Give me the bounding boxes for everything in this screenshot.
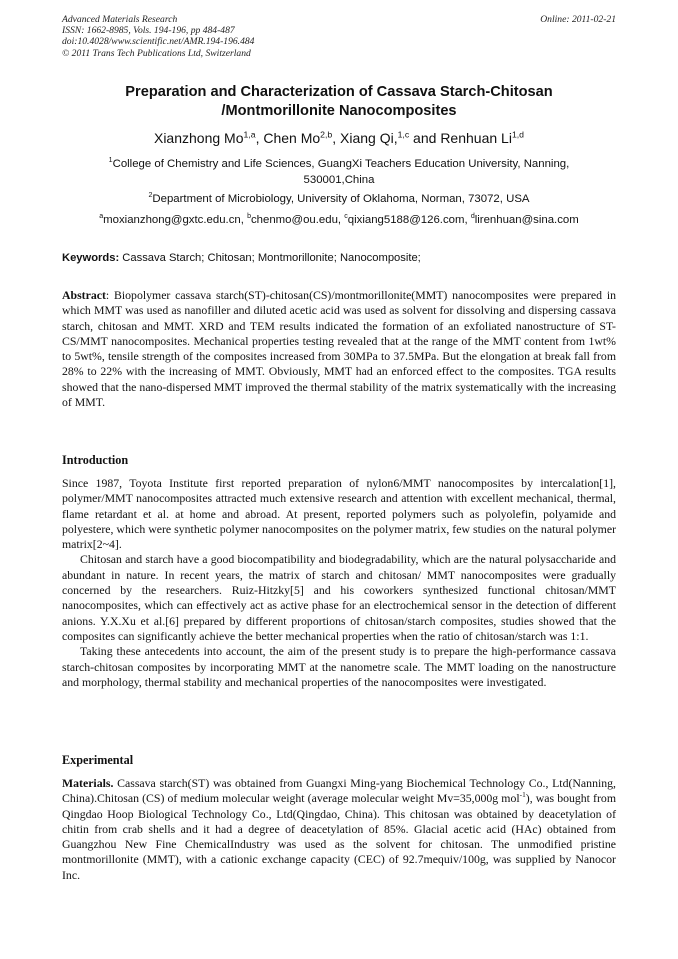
online-date: Online: 2011-02-21 [540,14,616,25]
issn-line: ISSN: 1662-8985, Vols. 194-196, pp 484-487 [62,25,235,37]
email-link: qixiang5188@126.com, [347,214,471,226]
abstract-text: : Biopolymer cassava starch(ST)-chitosan(CS)/montmorillonite(MMT) nanocomposites were prepared in which MMT was used as nanofiller and diluted acetic acid was used as solvent for dissolving and dispersing cassava starch, chitosan and MMT. XRD and TEM results indicated the formation of an exfoliated nanostructure of ST-CS/MMT nanocomposites. Mechanical properties testing revealed that at the range of the MMT content from 1wt% to 5wt%, tensile strength of the composites increased from 30MPa to 37.5MPa. But the elongation at break fall from 28% to 22% with the increasing of MMT. Obviously, MMT had an enforced effect to the composites. TGA results showed that the nano-dispersed MMT improved the thermal stability of the matrix systematically with the increasing of MMT. [62,288,616,410]
journal-header [62,14,616,59]
email-superscript: b [247,213,251,221]
intro-paragraph-1: Since 1987, Toyota Institute first reported preparation of nylon6/MMT nanocomposites by intercalation[1], polymer/MMT nanocomposites attracted much extensive research and attention with excellent mechanical, thermal, flame retardant et al. at home and abroad. At present, reported polymers such as polyolefin, polyamide and polyestere, which were synthetic polymer nanocomposites on the polymer matrix, few studies on the natural polymer matrix[2~4]. [62,476,616,552]
materials-text-continued: ), was bought from Qingdao Hoop Biological Technology Co., Ltd(Qingdao, China). This chitosan was obtained by deacetylation of chitin from crab shells and it had a degree of deacetylation of 85%. Glacial acetic acid (HAc) obtained from Guangzhou New Fine ChemicalIndustry was used as the solvent for chitosan. The unmodified pristine montmorillonite (MMT), with a cationic exchange capacity (CEC) of 92.7mequiv/100g, was supplied by Nanocor Inc. [62,791,616,882]
affiliation-1 [62,157,616,188]
doi-line: doi:10.4028/www.scientific.net/AMR.194-196.484 [62,36,255,48]
author-name: Chen Mo [263,130,321,146]
author-superscript: 1,c [397,129,410,140]
intro-paragraph-3: Taking these antecedents into account, the aim of the present study is to prepare the high-performance cassava starch-chitosan composites by incorporating MMT at the nanometre scale. The MMT loading on the nanostructure and morphology, thermal stability and mechanical properties of the nanocomposites were investigated. [62,644,616,689]
affiliation-text: College of Chemistry and Life Sciences, GuangXi Teachers Education University, Nanning, [112,158,570,170]
email-link: chenmo@ou.edu, [250,214,345,226]
experimental-section [62,776,616,883]
materials-text: Cassava starch(ST) was obtained from Guangxi Ming-yang Biochemical Technology Co., Ltd(Nanning, China).Chitosan (CS) of medium molecular weight (average molecular weight Mv=35,000g mol [62,776,616,806]
author-superscript: 1,d [511,129,524,140]
intro-paragraph-2: Chitosan and starch have a good biocompatibility and biodegradability, which are the natural polysaccharide and abundant in nature. In recent years, the matrix of starch and chitosan/ MMT nanocomposites were gradually concerned by the researchers. Ruiz-Hitzky[5] and his coworkers synthesized functional chitosan/MMT nanocomposites, which can effectively act as active phase for an electrochemical sensor in the detection of different anions. Y.X.Xu et al.[6] prepared by different proportions of chitosan/starch composites, studies showed that the composites can significantly achieve the better mechanical properties when the ratio of chitosan/starch was 1:1. [62,552,616,643]
title-line-1: Preparation and Characterization of Cassava Starch-Chitosan [125,84,553,100]
author-name: Renhuan Li [440,130,512,146]
email-superscript: c [344,213,348,221]
keywords-line [62,251,616,265]
affiliation-2 [62,192,616,208]
affiliation-superscript: 2 [148,192,153,200]
author-name: Xiang Qi, [340,130,398,146]
affiliation-text: Department of Microbiology, University of Oklahoma, Norman, 73072, USA [152,193,530,205]
experimental-heading: Experimental [62,753,134,767]
author-separator: , [332,130,340,146]
email-superscript: a [99,213,104,221]
affiliation-superscript: 1 [108,157,113,165]
journal-name: Advanced Materials Research [62,14,178,25]
introduction-section [62,476,616,690]
materials-label: Materials. [62,776,114,790]
author-superscript: 2,b [320,129,333,140]
email-superscript: d [470,213,475,221]
author-name: Xianzhong Mo [153,130,244,146]
author-separator: , [255,130,264,146]
author-superscript: 1,a [243,129,256,140]
copyright-line: © 2011 Trans Tech Publications Ltd, Switzerland [62,47,251,59]
author-emails [62,213,616,229]
abstract [62,288,616,410]
email-link: lirenhuan@sina.com [474,214,579,226]
affiliation-text-line-2: 530001,China [303,173,375,186]
keywords-label: Keywords: [62,252,120,264]
keywords-text: Cassava Starch; Chitosan; Montmorillonite; Nanocomposite; [119,252,421,264]
paper-title [62,83,616,121]
title-line-2: /Montmorillonite Nanocomposites [221,103,457,119]
email-link: moxianzhong@gxtc.edu.cn, [103,214,248,226]
abstract-label: Abstract [62,288,106,302]
author-separator: and [409,130,441,146]
author-list [62,129,616,147]
unit-superscript: -1 [519,790,526,800]
introduction-heading: Introduction [62,453,129,467]
